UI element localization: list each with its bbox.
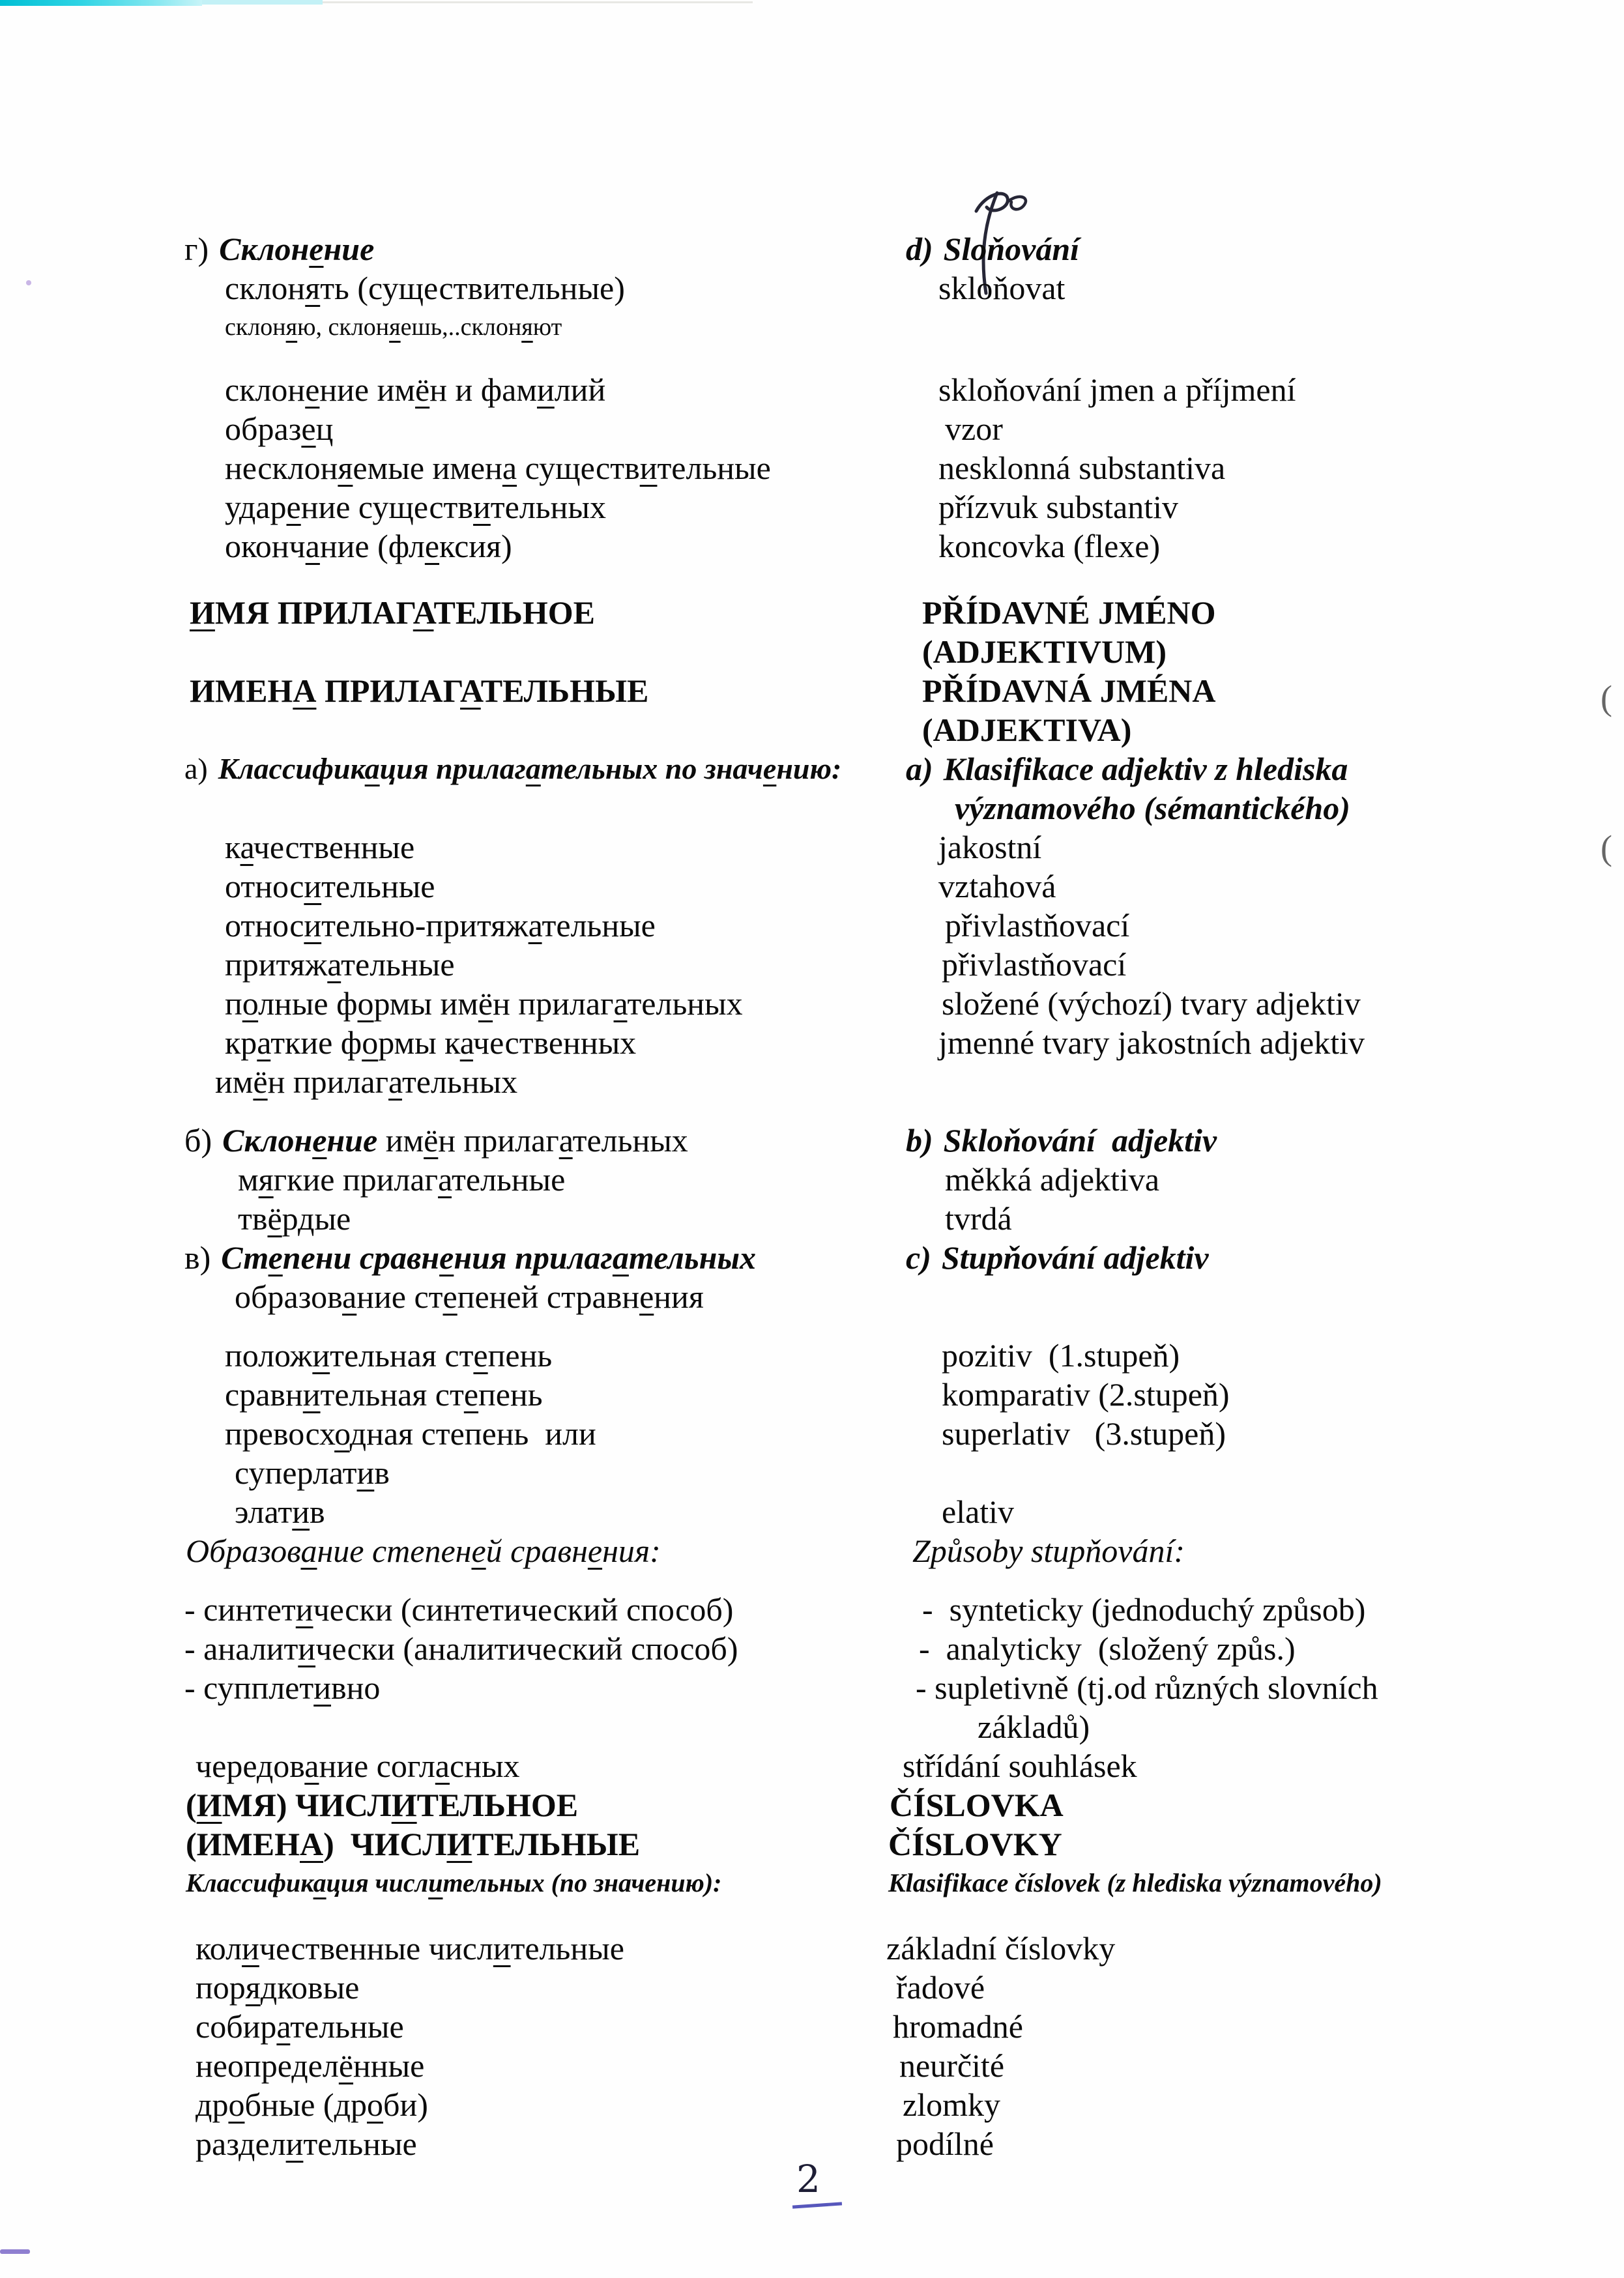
term-text: относительно-притяжательные: [225, 907, 656, 944]
russian-cell: [0, 487, 883, 526]
czech-cell: [883, 671, 1624, 710]
czech-cell: [883, 1824, 1624, 1864]
russian-cell: [0, 593, 883, 632]
vocab-row: [0, 749, 1624, 788]
section-heading: Skloňování adjektiv: [943, 1122, 1217, 1159]
czech-cell: [883, 1531, 1624, 1570]
page-number-underline: [792, 2202, 842, 2208]
term-text: твёрдые: [238, 1200, 351, 1237]
russian-cell: [0, 1531, 883, 1570]
term-text: komparativ (2.stupeň): [942, 1376, 1230, 1413]
term-text: - analyticky (složený způs.): [919, 1630, 1296, 1667]
vocab-row: [0, 710, 1624, 749]
vocab-row: [0, 945, 1624, 984]
czech-cell: [883, 1492, 1624, 1531]
czech-cell: [883, 867, 1624, 906]
russian-cell: [0, 1121, 883, 1160]
vocab-row: [0, 1864, 1624, 1903]
vocab-row: [0, 1590, 1624, 1629]
term-text: jmenné tvary jakostních adjektiv: [938, 1024, 1365, 1061]
scan-artifact-top-line: [323, 1, 753, 3]
vocab-row: [0, 671, 1624, 710]
russian-cell: [0, 1023, 883, 1062]
czech-cell: [883, 1062, 1624, 1101]
section-title: (ИМЯ) ЧИСЛИТЕЛЬНОЕ: [186, 1787, 579, 1823]
term-text: мягкие прилагательные: [238, 1161, 566, 1198]
vocab-row: [0, 1238, 1624, 1277]
russian-cell: [0, 1453, 883, 1492]
section-heading: Степени сравнения прилагательных: [221, 1239, 757, 1276]
term-text: nesklonná substantiva: [938, 450, 1226, 486]
russian-cell: [0, 867, 883, 906]
scan-artifact-top-strip: [0, 0, 202, 6]
term-text: количественные числительные: [196, 1930, 624, 1967]
term-text: несклоняемые имена существительные: [225, 450, 771, 486]
section-title: ČÍSLOVKA: [890, 1787, 1064, 1823]
czech-cell: [883, 1968, 1624, 2007]
vocab-row: [0, 1785, 1624, 1824]
czech-cell: [883, 1160, 1624, 1199]
term-text: základů): [978, 1708, 1090, 1745]
vocab-row: [0, 1968, 1624, 2007]
vocab-row: [0, 268, 1624, 308]
russian-cell: [0, 788, 883, 828]
term-text: elativ: [942, 1493, 1015, 1530]
section-title: PŘÍDAVNÁ JMÉNA: [922, 672, 1216, 709]
vocab-row: [0, 1453, 1624, 1492]
term-text: имён прилагательных: [377, 1122, 688, 1159]
section-title: ИМЯ ПРИЛАГАТЕЛЬНОЕ: [190, 594, 595, 631]
vocab-row: [0, 593, 1624, 632]
vocab-row: [0, 867, 1624, 906]
term-text: ударение существительных: [225, 489, 606, 525]
russian-cell: [0, 749, 883, 788]
page-number: 2: [796, 2157, 820, 2201]
subsection-heading: Образование степеней сравнения:: [186, 1533, 661, 1569]
spacer: [0, 1903, 1624, 1929]
term-text: сравнительная степень: [225, 1376, 543, 1413]
vocab-row: [0, 487, 1624, 526]
term-text: порядковые: [196, 1969, 360, 2006]
term-text: přivlastňovací: [942, 946, 1127, 983]
czech-cell: [883, 1023, 1624, 1062]
russian-cell: [0, 1746, 883, 1785]
section-title: (ADJEKTIVA): [922, 712, 1132, 748]
subsection-heading: Классификация числительных (по значению):: [186, 1868, 722, 1897]
vocab-row: [0, 1746, 1624, 1785]
scan-edge-mark: (: [1601, 678, 1612, 717]
czech-cell: [883, 2007, 1624, 2046]
russian-cell: [0, 671, 883, 710]
term-text: качественные: [225, 829, 415, 865]
section-title: ИМЕНА ПРИЛАГАТЕЛЬНЫЕ: [190, 672, 649, 709]
term-text: podílné: [896, 2126, 994, 2162]
term-text: склонять (существительные): [225, 270, 625, 306]
russian-cell: [0, 1929, 883, 1968]
czech-cell: [883, 308, 1624, 347]
russian-cell: [0, 229, 883, 268]
term-text: притяжательные: [225, 946, 455, 983]
czech-cell: [883, 1590, 1624, 1629]
russian-cell: [0, 1238, 883, 1277]
term-text: образование степеней стравнения: [235, 1278, 704, 1315]
item-marker: b): [906, 1122, 933, 1159]
czech-cell: [883, 788, 1624, 828]
russian-cell: [0, 2007, 883, 2046]
russian-cell: [0, 1864, 883, 1903]
vocab-row: [0, 1199, 1624, 1238]
term-text: základní číslovky: [886, 1930, 1116, 1967]
vocab-row: [0, 984, 1624, 1023]
czech-cell: [883, 1277, 1624, 1316]
section-heading: Склонение: [222, 1122, 378, 1159]
spacer: [0, 347, 1624, 370]
term-text: složené (výchozí) tvary adjektiv: [942, 985, 1361, 1022]
item-marker: г): [184, 231, 209, 267]
section-title: (ИМЕНА) ЧИСЛИТЕЛЬНЫЕ: [186, 1826, 641, 1862]
czech-cell: [883, 1336, 1624, 1375]
term-text: собирательные: [196, 2008, 404, 2045]
vocab-row: [0, 1121, 1624, 1160]
vocab-row: [0, 448, 1624, 487]
term-text: разделительные: [196, 2126, 417, 2162]
subsection-heading: Způsoby stupňování:: [912, 1533, 1185, 1569]
term-text: střídání souhlásek: [903, 1748, 1137, 1784]
term-text: склонение имён и фамилий: [225, 371, 606, 408]
vocab-row: [0, 1629, 1624, 1668]
term-text: имён прилагательных: [215, 1063, 518, 1100]
czech-cell: [883, 1668, 1624, 1707]
russian-cell: [0, 1668, 883, 1707]
vocab-row: [0, 1414, 1624, 1453]
vocab-row: [0, 1062, 1624, 1101]
subsection-heading: Klasifikace číslovek (z hlediska významového): [888, 1868, 1382, 1897]
czech-cell: [883, 1785, 1624, 1824]
term-text: přízvuk substantiv: [938, 489, 1179, 525]
vocab-row: [0, 1160, 1624, 1199]
russian-cell: [0, 268, 883, 308]
vocab-row: [0, 2007, 1624, 2046]
term-text: неопределённые: [196, 2047, 425, 2084]
term-text: дробные (дроби): [196, 2086, 428, 2123]
term-text: суперлатив: [235, 1454, 390, 1491]
russian-cell: [0, 308, 883, 347]
term-text: относительные: [225, 868, 435, 904]
term-text: řadové: [896, 1969, 985, 2006]
term-text: superlativ (3.stupeň): [942, 1415, 1226, 1452]
item-marker: d): [906, 231, 933, 267]
item-marker: б): [184, 1122, 212, 1159]
russian-cell: [0, 710, 883, 749]
term-text: tvrdá: [945, 1200, 1012, 1237]
term-text: jakostní: [938, 829, 1042, 865]
vocab-row: [0, 1824, 1624, 1864]
item-marker: а): [184, 752, 208, 785]
russian-cell: [0, 945, 883, 984]
vocab-row: [0, 308, 1624, 347]
russian-cell: [0, 2046, 883, 2085]
czech-cell: [883, 1453, 1624, 1492]
russian-cell: [0, 370, 883, 409]
russian-cell: [0, 906, 883, 945]
vocab-row: [0, 2046, 1624, 2085]
czech-cell: [883, 710, 1624, 749]
russian-cell: [0, 1707, 883, 1746]
czech-cell: [883, 1864, 1624, 1903]
czech-cell: [883, 828, 1624, 867]
czech-cell: [883, 1199, 1624, 1238]
russian-cell: [0, 984, 883, 1023]
czech-cell: [883, 1629, 1624, 1668]
czech-cell: [883, 593, 1624, 632]
russian-cell: [0, 828, 883, 867]
russian-cell: [0, 1199, 883, 1238]
spacer: [0, 1570, 1624, 1590]
vocab-row: [0, 229, 1624, 268]
vocab-row: [0, 409, 1624, 448]
section-heading: Склонение: [219, 231, 375, 267]
russian-cell: [0, 526, 883, 566]
czech-cell: [883, 229, 1624, 268]
czech-cell: [883, 1238, 1624, 1277]
czech-cell: [883, 268, 1624, 308]
term-text: skloňovat: [938, 270, 1066, 306]
term-text: превосходная степень или: [225, 1415, 596, 1452]
term-text: элатив: [235, 1493, 325, 1530]
term-text: vztahová: [938, 868, 1056, 904]
czech-cell: [883, 632, 1624, 671]
czech-cell: [883, 2085, 1624, 2124]
czech-cell: [883, 1121, 1624, 1160]
spacer: [0, 1101, 1624, 1121]
term-text: hromadné: [893, 2008, 1023, 2045]
russian-cell: [0, 2124, 883, 2163]
scan-artifact-bottom-dash: [0, 2249, 30, 2254]
term-text: чередование согласных: [196, 1748, 520, 1784]
vocab-row: [0, 906, 1624, 945]
term-text: - аналитически (аналитический способ): [184, 1630, 738, 1667]
russian-cell: [0, 1824, 883, 1864]
czech-cell: [883, 448, 1624, 487]
vocab-row: [0, 1668, 1624, 1707]
term-text: měkká adjektiva: [945, 1161, 1160, 1198]
term-text: положительная степень: [225, 1337, 553, 1374]
russian-cell: [0, 1629, 883, 1668]
czech-cell: [883, 749, 1624, 788]
term-text: - supletivně (tj.od různých slovních: [916, 1669, 1378, 1706]
czech-cell: [883, 1414, 1624, 1453]
russian-cell: [0, 1375, 883, 1414]
vocab-row: [0, 1492, 1624, 1531]
russian-cell: [0, 409, 883, 448]
vocab-row: [0, 1929, 1624, 1968]
russian-cell: [0, 1277, 883, 1316]
vocab-row: [0, 1336, 1624, 1375]
term-text: полные формы имён прилагательных: [225, 985, 743, 1022]
vocab-row: [0, 828, 1624, 867]
czech-cell: [883, 487, 1624, 526]
czech-cell: [883, 2046, 1624, 2085]
czech-cell: [883, 1746, 1624, 1785]
item-marker: c): [906, 1239, 931, 1276]
term-text: pozitiv (1.stupeň): [942, 1337, 1180, 1374]
vocab-row: [0, 2085, 1624, 2124]
russian-cell: [0, 1785, 883, 1824]
section-title: ČÍSLOVKY: [888, 1826, 1062, 1862]
vocab-row: [0, 526, 1624, 566]
vocabulary-table: [0, 229, 1624, 2163]
term-text: zlomky: [903, 2086, 1000, 2123]
term-text: neurčité: [899, 2047, 1005, 2084]
russian-cell: [0, 1968, 883, 2007]
term-text: přivlastňovací: [945, 907, 1130, 944]
czech-cell: [883, 409, 1624, 448]
czech-cell: [883, 526, 1624, 566]
term-text: краткие формы качественных: [225, 1024, 637, 1061]
term-text: склоняю, склоняешь,..склоняют: [225, 313, 562, 341]
item-marker: в): [184, 1239, 211, 1276]
russian-cell: [0, 448, 883, 487]
russian-cell: [0, 1414, 883, 1453]
russian-cell: [0, 1492, 883, 1531]
russian-cell: [0, 1160, 883, 1199]
item-marker: a): [906, 751, 933, 787]
vocab-row: [0, 1707, 1624, 1746]
spacer: [0, 1316, 1624, 1336]
vocab-row: [0, 788, 1624, 828]
russian-cell: [0, 1590, 883, 1629]
scan-edge-mark: (: [1601, 828, 1612, 867]
russian-cell: [0, 1062, 883, 1101]
vocab-row: [0, 1531, 1624, 1570]
czech-cell: [883, 1929, 1624, 1968]
term-text: skloňování jmen a příjmení: [938, 371, 1296, 408]
section-heading: Klasifikace adjektiv z hlediska: [943, 751, 1348, 787]
scan-artifact-top-strip-2: [202, 0, 323, 5]
russian-cell: [0, 632, 883, 671]
term-text: - синтетически (синтетический способ): [184, 1591, 734, 1628]
vocab-row: [0, 1277, 1624, 1316]
czech-cell: [883, 2124, 1624, 2163]
term-text: - synteticky (jednoduchý způsob): [922, 1591, 1366, 1628]
section-title: PŘÍDAVNÉ JMÉNO: [922, 594, 1216, 631]
section-title: (ADJEKTIVUM): [922, 633, 1167, 670]
czech-cell: [883, 945, 1624, 984]
russian-cell: [0, 2085, 883, 2124]
czech-cell: [883, 984, 1624, 1023]
section-heading: Stupňování adjektiv: [941, 1239, 1209, 1276]
czech-cell: [883, 906, 1624, 945]
czech-cell: [883, 370, 1624, 409]
term-text: окончание (флексия): [225, 528, 512, 564]
vocab-row: [0, 370, 1624, 409]
section-heading: Sloňování: [943, 231, 1080, 267]
section-heading: významového (sémantického): [955, 790, 1350, 826]
vocab-row: [0, 632, 1624, 671]
term-text: - супплетивно: [184, 1669, 381, 1706]
spacer: [0, 566, 1624, 593]
czech-cell: [883, 1375, 1624, 1414]
vocab-row: [0, 1023, 1624, 1062]
czech-cell: [883, 1707, 1624, 1746]
russian-cell: [0, 1336, 883, 1375]
vocab-row: [0, 1375, 1624, 1414]
section-heading: Классификация прилагательных по значению:: [218, 752, 842, 785]
term-text: vzor: [945, 411, 1003, 447]
term-text: образец: [225, 411, 334, 447]
term-text: koncovka (flexe): [938, 528, 1161, 564]
